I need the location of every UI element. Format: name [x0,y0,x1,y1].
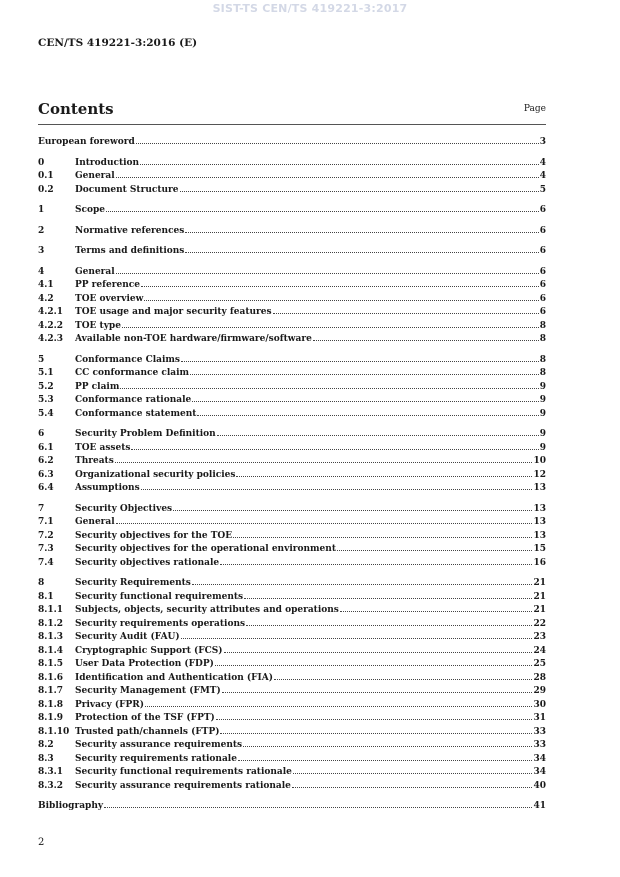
toc-entry-title: TOE overview [75,293,144,304]
toc-entry-page: 13 [533,483,546,493]
toc-entry[interactable] [38,671,546,685]
toc-entry-number: 4.2.2 [38,320,64,331]
toc-entry-page: 9 [539,381,546,392]
toc-entry-title: TOE assets [75,442,131,453]
toc-entry-title: General [75,266,115,277]
toc-entry[interactable] [38,556,546,570]
toc-entry[interactable] [38,515,546,529]
toc-entry-title: PP claim [75,381,120,392]
toc-entry-title: Security Management (FMT) [75,686,221,696]
toc-entry[interactable] [38,278,546,292]
toc-entry-number: 8.1.5 [38,659,64,669]
toc-entry-title: Bibliography [38,801,104,811]
toc-group [38,203,546,217]
toc-entry[interactable] [38,156,546,170]
toc-entry-number: 8.2 [38,740,54,750]
toc-entry-page: 23 [533,632,546,642]
toc-leader-dots [190,366,539,375]
toc-entry-number: 8.1.6 [38,672,64,683]
toc-entry[interactable] [38,183,546,197]
toc-leader-dots [273,305,539,314]
toc-leader-dots [104,799,532,808]
toc-entry-title: Threats [75,456,114,466]
toc-entry-page: 6 [539,280,546,290]
toc-entry[interactable] [38,711,546,725]
toc-group [38,156,546,197]
toc-group [38,502,546,570]
toc-entry[interactable] [38,779,546,793]
toc-entry-number: 8.3 [38,753,54,764]
toc-entry-number: 5.1 [38,368,54,378]
toc-leader-dots [141,278,539,287]
toc-entry-page: 13 [533,517,546,527]
toc-entry-number: 8.1.1 [38,605,64,615]
toc-entry-title: Privacy (FPR) [75,699,144,710]
toc-leader-dots [192,576,533,585]
toc-entry-number: 0.2 [38,184,54,195]
toc-group [38,224,546,238]
toc-group [38,799,546,813]
toc-entry[interactable] [38,684,546,698]
toc-entry-number: 3 [38,246,45,256]
toc-entry-page: 30 [533,699,546,710]
toc-entry-page: 6 [539,205,546,215]
toc-entry[interactable] [38,393,546,407]
toc-entry-page: 8 [539,354,546,365]
toc-entry-title: Protection of the TSF (FPT) [75,713,215,723]
toc-entry-number: 5.3 [38,395,54,405]
toc-entry-title: General [75,171,115,181]
toc-leader-dots [185,224,538,233]
toc-entry-number: 4.2.3 [38,334,64,344]
toc-entry[interactable] [38,353,546,367]
toc-entry[interactable] [38,380,546,394]
toc-entry-number: 4.2.1 [38,307,64,317]
title-divider [38,124,546,125]
toc-group [38,135,546,149]
toc-leader-dots [116,265,539,274]
toc-entry-title: Conformance rationale [75,395,192,405]
toc-entry-title: CC conformance claim [75,368,190,378]
toc-entry[interactable] [38,617,546,631]
toc-entry-number: 1 [38,205,45,215]
toc-entry-page: 13 [533,530,546,541]
toc-entry-title: Cryptographic Support (FCS) [75,645,223,656]
toc-entry-number: 8.1.8 [38,699,64,710]
toc-entry-page: 9 [539,442,546,453]
toc-entry-page: 12 [533,469,546,480]
toc-entry-title: Security Objectives [75,503,173,514]
toc-leader-dots [136,135,539,144]
toc-entry-number: 6.3 [38,469,54,480]
toc-leader-dots [181,353,539,362]
toc-entry-title: Security functional requirements [75,591,244,602]
toc-entry-page: 24 [533,645,546,656]
toc-entry-title: Normative references [75,225,185,236]
toc-entry-title: Security Requirements [75,578,191,588]
toc-entry[interactable] [38,799,546,813]
toc-leader-dots [238,752,533,761]
toc-leader-dots [233,529,532,538]
toc-entry-page: 21 [533,605,546,615]
toc-entry-page: 3 [539,137,546,147]
toc-entry[interactable] [38,454,546,468]
toc-entry-page: 8 [539,368,546,378]
toc-entry-page: 8 [539,334,546,344]
toc-entry-title: Trusted path/channels (FTP) [75,726,220,737]
toc-entry-title: Document Structure [75,184,179,195]
toc-entry[interactable] [38,603,546,617]
toc-entry[interactable] [38,752,546,766]
toc-leader-dots [145,698,532,707]
toc-entry[interactable] [38,576,546,590]
toc-leader-dots [236,468,532,477]
toc-entry-number: 6.2 [38,456,54,466]
toc-entry-page: 6 [539,246,546,256]
toc-leader-dots [185,244,538,253]
toc-entry-title: Organizational security policies [75,469,236,480]
toc-entry-number: 2 [38,225,45,236]
toc-entry-page: 4 [539,157,546,168]
toc-entry[interactable] [38,657,546,671]
toc-group [38,427,546,495]
toc-leader-dots [313,332,539,341]
page-column-label: Page [523,104,546,114]
toc-entry-number: 4.2 [38,293,54,304]
toc-leader-dots [220,725,532,734]
toc-entry-title: Conformance statement [75,408,197,419]
toc-entry-page: 6 [539,266,546,277]
toc-leader-dots [222,684,533,693]
document-id: CEN/TS 419221-3:2016 (E) [38,37,198,49]
toc-entry-title: Assumptions [75,483,140,493]
toc-entry-page: 13 [533,503,546,514]
toc-entry-page: 9 [539,429,546,439]
toc-entry-number: 4.1 [38,280,54,290]
toc-entry[interactable] [38,203,546,217]
toc-entry-number: 6.1 [38,442,54,453]
toc-entry-title: European foreword [38,137,135,147]
toc-leader-dots [140,156,539,165]
toc-entry-number: 7.1 [38,517,54,527]
toc-entry-number: 8.3.2 [38,780,64,791]
toc-entry-number: 0 [38,157,45,168]
toc-entry-number: 8.1.9 [38,713,64,723]
toc-entry-title: PP reference [75,280,140,290]
toc-entry-title: Available non-TOE hardware/firmware/software [75,334,312,344]
toc-entry-title: Security Audit (FAU) [75,632,180,642]
toc-entry-page: 9 [539,395,546,405]
toc-entry-title: TOE usage and major security features [75,307,272,317]
toc-entry[interactable] [38,441,546,455]
toc-entry-page: 31 [533,713,546,723]
toc-entry-number: 8.1.10 [38,726,70,737]
toc-entry-title: Security assurance requirements rationale [75,780,291,791]
toc-entry-number: 8.3.1 [38,767,64,777]
toc-entry-title: Security functional requirements rationale [75,767,292,777]
toc-entry[interactable] [38,427,546,441]
toc-entry-number: 8.1.7 [38,686,64,696]
toc-entry-number: 7.4 [38,557,54,568]
toc-leader-dots [244,590,532,599]
toc-group [38,244,546,258]
toc-entry[interactable] [38,292,546,306]
toc-leader-dots [120,380,538,389]
toc-entry[interactable] [38,481,546,495]
toc-entry-title: Security Problem Definition [75,429,216,439]
contents-title: Contents [38,100,114,118]
toc-entry[interactable] [38,265,546,279]
toc-entry-title: Security objectives rationale [75,557,220,568]
toc-group [38,353,546,421]
toc-entry-number: 8 [38,578,45,588]
toc-leader-dots [246,617,532,626]
toc-entry-number: 8.1.2 [38,618,64,629]
toc-entry-page: 34 [533,767,546,777]
toc-leader-dots [144,292,538,301]
toc-entry-page: 33 [533,726,546,737]
toc-entry-number: 5 [38,354,45,365]
toc-entry-page: 10 [533,456,546,466]
toc-entry-number: 5.4 [38,408,54,419]
toc-entry-title: Terms and definitions [75,246,185,256]
toc-leader-dots [293,765,533,774]
toc-entry[interactable] [38,366,546,380]
toc-leader-dots [224,644,533,653]
toc-entry-title: General [75,517,115,527]
toc-entry-page: 15 [533,544,546,554]
toc-entry-title: TOE type [75,320,121,331]
toc-leader-dots [337,542,532,551]
toc-leader-dots [220,556,532,565]
toc-entry-number: 4 [38,266,45,277]
toc-leader-dots [115,454,533,463]
toc-entry[interactable] [38,765,546,779]
toc-entry-number: 6.4 [38,483,54,493]
toc-entry-page: 6 [539,225,546,236]
toc-entry[interactable] [38,407,546,421]
toc-entry-title: User Data Protection (FDP) [75,659,214,669]
toc-entry-page: 33 [533,740,546,750]
toc-entry[interactable] [38,630,546,644]
toc-leader-dots [340,603,533,612]
toc-entry-page: 29 [533,686,546,696]
toc-entry-page: 25 [533,659,546,669]
toc-entry[interactable] [38,135,546,149]
toc-entry[interactable] [38,305,546,319]
toc-leader-dots [292,779,533,788]
toc-entry-title: Scope [75,205,106,215]
page-number: 2 [38,837,45,848]
toc-entry-page: 16 [533,557,546,568]
toc-entry[interactable] [38,468,546,482]
toc-entry[interactable] [38,698,546,712]
toc-entry-number: 7 [38,503,45,514]
toc-entry-title: Security requirements operations [75,618,246,629]
toc-entry-page: 21 [533,578,546,588]
toc-entry-number: 0.1 [38,171,54,181]
toc-entry-page: 4 [539,171,546,181]
toc-entry-page: 6 [539,307,546,317]
toc-entry[interactable] [38,644,546,658]
toc-leader-dots [131,441,538,450]
toc-entry-number: 8.1 [38,591,54,602]
toc-entry[interactable] [38,738,546,752]
watermark: SIST-TS CEN/TS 419221-3:2017 [212,2,408,15]
toc-entry-page: 40 [533,780,546,791]
toc-entry-page: 6 [539,293,546,304]
toc-leader-dots [173,502,532,511]
toc-leader-dots [217,427,539,436]
toc-entry-title: Subjects, objects, security attributes and operations [75,605,339,615]
toc-entry-number: 7.2 [38,530,54,541]
toc-entry-page: 28 [533,672,546,683]
toc-entry[interactable] [38,244,546,258]
toc-entry[interactable] [38,224,546,238]
toc-leader-dots [197,407,538,416]
toc-entry-page: 8 [539,320,546,331]
toc-entry-title: Security objectives for the TOE [75,530,233,541]
toc-entry-title: Security requirements rationale [75,753,237,764]
toc-entry-title: Conformance Claims [75,354,180,365]
toc-entry-title: Security assurance requirements [75,740,243,750]
toc-leader-dots [116,515,533,524]
toc-group [38,576,546,792]
toc-leader-dots [274,671,532,680]
toc-entry[interactable] [38,169,546,183]
toc-entry[interactable] [38,529,546,543]
toc-entry[interactable] [38,725,546,739]
toc-leader-dots [181,630,533,639]
toc-entry[interactable] [38,502,546,516]
toc-entry[interactable] [38,319,546,333]
toc-leader-dots [122,319,539,328]
toc-entry-page: 21 [533,591,546,602]
toc-entry[interactable] [38,590,546,604]
toc-entry-number: 7.3 [38,544,54,554]
toc-entry-number: 8.1.3 [38,632,64,642]
toc-entry-page: 34 [533,753,546,764]
toc-entry-title: Security objectives for the operational environment [75,544,336,554]
toc-leader-dots [192,393,538,402]
toc-entry-title: Introduction [75,157,140,168]
toc-entry-number: 8.1.4 [38,645,64,656]
toc-group [38,265,546,346]
toc-entry-page: 22 [533,618,546,629]
toc-leader-dots [106,203,539,212]
toc-entry-page: 41 [533,801,546,811]
toc-leader-dots [180,183,539,192]
table-of-contents [38,135,546,820]
toc-entry[interactable] [38,332,546,346]
toc-entry[interactable] [38,542,546,556]
toc-leader-dots [243,738,532,747]
toc-leader-dots [215,657,533,666]
toc-entry-page: 9 [539,408,546,419]
toc-entry-page: 5 [539,184,546,195]
toc-entry-title: Identification and Authentication (FIA) [75,672,273,683]
toc-entry-number: 6 [38,429,45,439]
toc-entry-number: 5.2 [38,381,54,392]
toc-leader-dots [216,711,533,720]
toc-leader-dots [116,169,539,178]
toc-leader-dots [141,481,533,490]
